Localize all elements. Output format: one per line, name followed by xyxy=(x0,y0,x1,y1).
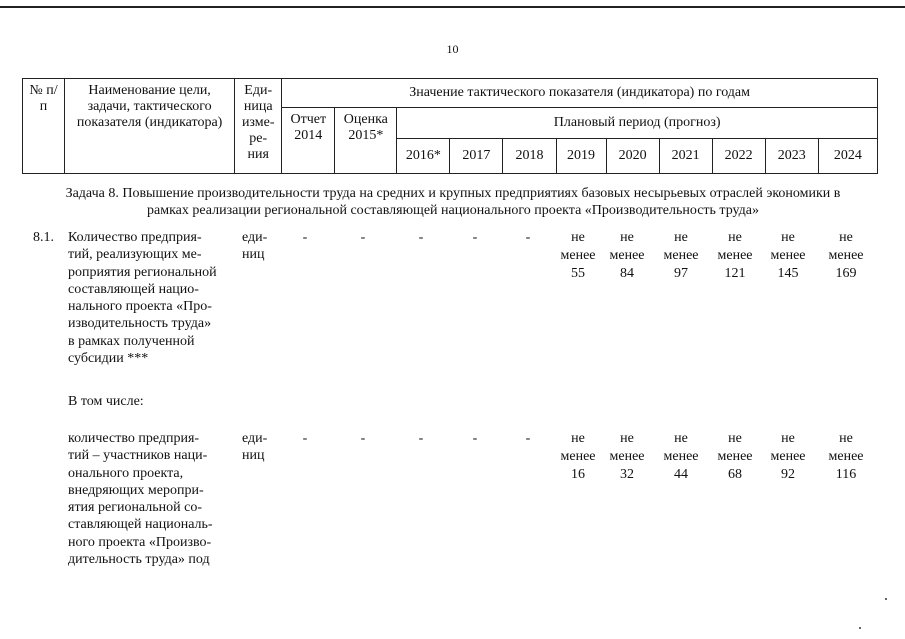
empty-value-dash: - xyxy=(360,230,366,245)
header-col-estimate: Оценка 2015* xyxy=(335,108,397,174)
value-prefix: менее xyxy=(663,449,699,464)
task-heading xyxy=(18,185,888,219)
value-prefix: не xyxy=(728,431,742,446)
value-prefix: не xyxy=(781,431,795,446)
empty-value-dash: - xyxy=(360,431,366,446)
value-number: 92 xyxy=(781,467,795,482)
header-col-name: Наименование цели, задачи, тактического показателя (индикатора) xyxy=(65,79,235,174)
value-2020 xyxy=(602,430,652,484)
page-number: 10 xyxy=(446,42,459,56)
header-col-plan: Плановый период (прогноз) xyxy=(397,108,878,139)
unit-cell: еди- ниц xyxy=(242,431,268,464)
value-number: 169 xyxy=(835,266,857,281)
indicator-name: количество предприя- тий – участников наци- онального проекта, внедряющих меропри- ятия региональной со- ставляющей националь- ного проекта «Произво- дительность труда» под xyxy=(68,431,213,568)
value-prefix: не xyxy=(620,431,634,446)
value-2021 xyxy=(656,229,706,283)
indicator-name: Количество предприя- тий, реализующих ме- роприятия региональной составляющей нацио- нального проекта «Про- изводительность труда» в рамках полученной субсидии *** xyxy=(68,230,217,367)
header-year: 2018 xyxy=(503,139,556,174)
empty-value-dash: - xyxy=(302,431,308,446)
value-2021 xyxy=(656,430,706,484)
value-number: 55 xyxy=(571,266,585,281)
unit-cell: еди- ниц xyxy=(242,230,268,263)
value-prefix: менее xyxy=(828,449,864,464)
value-2023 xyxy=(763,430,813,484)
value-prefix: не xyxy=(571,230,585,245)
task-heading-line: Задача 8. Повышение производительности труда на средних и крупных предприятиях базовых несырьевых отраслей экономики в xyxy=(65,186,841,201)
header-col-unit: Еди- ница изме- ре- ния xyxy=(235,79,282,174)
value-2019 xyxy=(553,229,603,283)
value-number: 121 xyxy=(724,266,746,281)
value-2024 xyxy=(821,430,871,484)
value-2024 xyxy=(821,229,871,283)
header-year: 2022 xyxy=(712,139,765,174)
header-year: 2019 xyxy=(556,139,606,174)
value-prefix: менее xyxy=(609,248,645,263)
value-prefix: менее xyxy=(609,449,645,464)
value-number: 84 xyxy=(620,266,634,281)
scan-speck xyxy=(885,598,887,600)
top-edge-line xyxy=(0,6,905,8)
value-prefix: не xyxy=(839,431,853,446)
value-prefix: менее xyxy=(770,248,806,263)
header-year: 2021 xyxy=(659,139,712,174)
value-2022 xyxy=(710,430,760,484)
header-year: 2017 xyxy=(450,139,503,174)
scan-speck xyxy=(859,627,861,629)
empty-value-dash: - xyxy=(525,431,531,446)
value-2020 xyxy=(602,229,652,283)
value-number: 32 xyxy=(620,467,634,482)
header-year: 2024 xyxy=(818,139,877,174)
value-prefix: менее xyxy=(560,449,596,464)
value-prefix: менее xyxy=(828,248,864,263)
header-col-report: Отчет 2014 xyxy=(282,108,335,174)
empty-value-dash: - xyxy=(418,431,424,446)
empty-value-dash: - xyxy=(472,230,478,245)
empty-value-dash: - xyxy=(472,431,478,446)
value-number: 97 xyxy=(674,266,688,281)
empty-value-dash: - xyxy=(418,230,424,245)
header-year: 2016* xyxy=(397,139,450,174)
value-prefix: менее xyxy=(663,248,699,263)
empty-value-dash: - xyxy=(525,230,531,245)
indicator-table-header xyxy=(22,78,878,174)
value-prefix: не xyxy=(571,431,585,446)
value-number: 16 xyxy=(571,467,585,482)
header-year: 2023 xyxy=(765,139,818,174)
value-2022 xyxy=(710,229,760,283)
empty-value-dash: - xyxy=(302,230,308,245)
value-prefix: не xyxy=(839,230,853,245)
value-number: 116 xyxy=(835,467,857,482)
value-prefix: не xyxy=(728,230,742,245)
value-2023 xyxy=(763,229,813,283)
value-number: 44 xyxy=(674,467,688,482)
header-col-number: № п/п xyxy=(23,79,65,174)
value-prefix: не xyxy=(674,230,688,245)
value-number: 145 xyxy=(777,266,799,281)
row-number: 8.1. xyxy=(33,230,54,245)
value-prefix: менее xyxy=(560,248,596,263)
value-2019 xyxy=(553,430,603,484)
value-prefix: менее xyxy=(717,449,753,464)
task-heading-line: рамках реализации региональной составляющей национального проекта «Производительность труда» xyxy=(147,203,759,218)
value-prefix: не xyxy=(674,431,688,446)
value-prefix: менее xyxy=(770,449,806,464)
including-label: В том числе: xyxy=(68,394,144,409)
value-prefix: не xyxy=(781,230,795,245)
header-year: 2020 xyxy=(606,139,659,174)
value-prefix: не xyxy=(620,230,634,245)
header-col-values: Значение тактического показателя (индикатора) по годам xyxy=(282,79,878,108)
value-number: 68 xyxy=(728,467,742,482)
value-prefix: менее xyxy=(717,248,753,263)
